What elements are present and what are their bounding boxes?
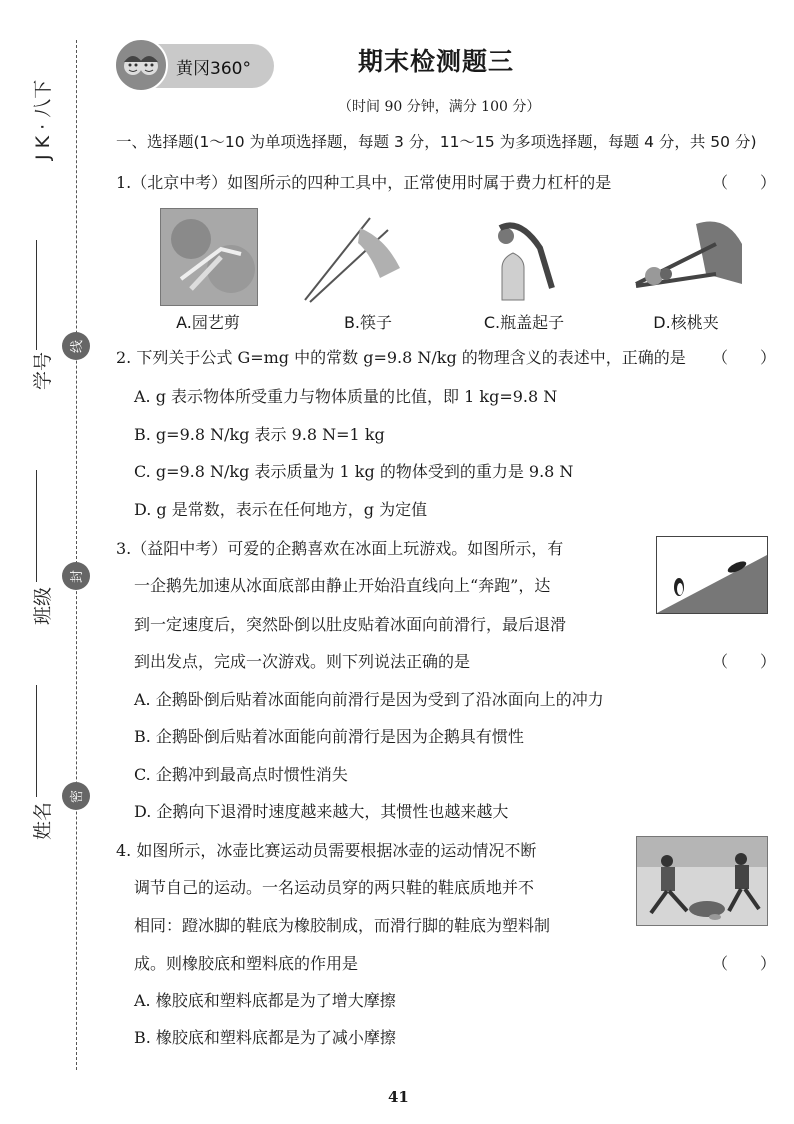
binding-dashed-line: [76, 40, 77, 1070]
page-number: 41: [388, 1088, 409, 1106]
brand-logo: [114, 38, 168, 92]
q4-line-2: 调节自己的运动。一名运动员穿的两只鞋的鞋底质地并不: [134, 878, 535, 897]
q3-answer-paren[interactable]: （ ）: [712, 652, 777, 671]
bottle-opener-image: [480, 208, 560, 304]
name-label: 姓名: [32, 801, 54, 840]
q3-line-4: 到出发点，完成一次游戏。则下列说法正确的是: [134, 652, 471, 671]
course-label: J K · 八下: [32, 79, 54, 160]
seal-seal-mark: 封: [62, 562, 90, 590]
kids-logo-icon: [116, 40, 166, 90]
q1-option-a: A.园艺剪: [176, 313, 240, 332]
q2-option-d: D. g 是常数，表示在任何地方，g 为定值: [134, 500, 428, 519]
q1-option-b: B.筷子: [343, 313, 393, 332]
q1-option-d: D.核桃夹: [653, 313, 719, 332]
q3-line-1: 3.（益阳中考）可爱的企鹅喜欢在冰面上玩游戏。如图所示，有: [116, 539, 564, 558]
class-label: 班级: [32, 586, 54, 625]
seal-line-mark: 线: [62, 332, 90, 360]
seal-secret-mark: 密: [62, 782, 90, 810]
q1-option-c: C.瓶盖起子: [483, 313, 565, 332]
q4-option-b: B. 橡胶底和塑料底都是为了减小摩擦: [134, 1028, 396, 1047]
student-id-blank[interactable]: [36, 240, 37, 350]
q4-line-3: 相同：蹬冰脚的鞋底为橡胶制成，而滑行脚的鞋底为塑料制: [134, 916, 551, 935]
brand-badge-text: 黄冈360°: [176, 59, 251, 79]
nutcracker-image: [626, 214, 742, 304]
q2-option-b: B. g=9.8 N/kg 表示 9.8 N=1 kg: [134, 425, 385, 444]
q1-stem: 1.（北京中考）如图所示的四种工具中，正常使用时属于费力杠杆的是: [116, 173, 612, 192]
q4-option-a: A. 橡胶底和塑料底都是为了增大摩擦: [134, 991, 396, 1010]
q3-line-3: 到一定速度后，突然卧倒以肚皮贴着冰面向前滑行，最后退滑: [134, 615, 567, 634]
q3-option-b: B. 企鹅卧倒后贴着冰面能向前滑行是因为企鹅具有惯性: [134, 727, 524, 746]
q4-answer-paren[interactable]: （ ）: [712, 954, 777, 973]
garden-shears-image: [160, 208, 258, 306]
q2-option-c: C. g=9.8 N/kg 表示质量为 1 kg 的物体受到的重力是 9.8 N: [134, 462, 574, 481]
name-blank[interactable]: [36, 685, 37, 797]
chopsticks-image: [300, 208, 404, 304]
q3-option-a: A. 企鹅卧倒后贴着冰面能向前滑行是因为受到了沿冰面向上的冲力: [134, 690, 604, 709]
class-blank[interactable]: [36, 470, 37, 582]
q2-option-a: A. g 表示物体所受重力与物体质量的比值，即 1 kg=9.8 N: [134, 387, 558, 406]
q3-line-2: 一企鹅先加速从冰面底部由静止开始沿直线向上“奔跑”，达: [134, 576, 551, 595]
page-title: 期末检测题三: [358, 47, 515, 76]
q1-answer-paren[interactable]: （ ）: [712, 173, 777, 192]
penguin-slope-image: [656, 536, 768, 614]
section-heading: 一、选择题(1～10 为单项选择题，每题 3 分，11～15 为多项选择题，每题 4 分，共 50 分): [116, 133, 757, 151]
page-subtitle: （时间 90 分钟，满分 100 分）: [338, 99, 541, 115]
q3-option-d: D. 企鹅向下退滑时速度越来越大，其惯性也越来越大: [134, 802, 509, 821]
q4-line-1: 4. 如图所示，冰壶比赛运动员需要根据冰壶的运动情况不断: [116, 841, 537, 860]
student-id-label: 学号: [32, 351, 54, 390]
q2-answer-paren[interactable]: （ ）: [712, 348, 777, 367]
q3-option-c: C. 企鹅冲到最高点时惯性消失: [134, 765, 348, 784]
q2-stem: 2. 下列关于公式 G=mg 中的常数 g=9.8 N/kg 的物理含义的表述中，正确的是: [116, 348, 686, 367]
curling-image: [636, 836, 768, 926]
q4-line-4: 成。则橡胶底和塑料底的作用是: [134, 954, 359, 973]
